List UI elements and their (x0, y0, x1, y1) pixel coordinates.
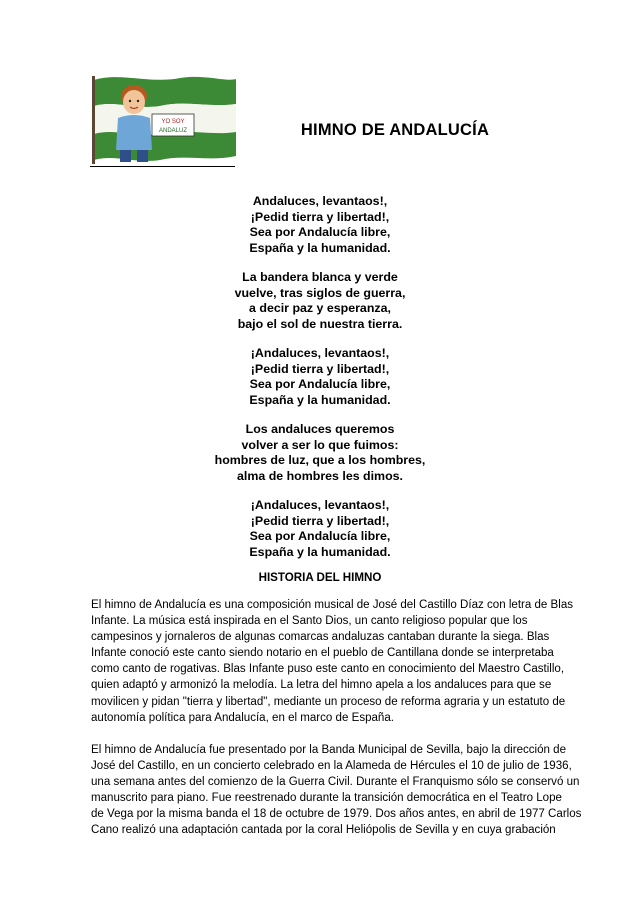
paragraph-line: El himno de Andalucía fue presentado por la Banda Municipal de Sevilla, bajo la dirección de (91, 743, 567, 756)
lyric-line: hombres de luz, que a los hombres, (214, 453, 426, 467)
paragraph-line: Cano realizó una adaptación cantada por la coral Heliópolis de Sevilla y en cuya grabación (91, 824, 556, 837)
paragraph-line: Infante. La música está inspirada en el Santo Dios, un canto religioso popular que los (91, 615, 528, 628)
history-text (91, 597, 582, 854)
lyric-line: ¡Pedid tierra y libertad!, (250, 513, 390, 528)
paragraph-line: movilicen y pidan "tierra y libertad", mediante un proceso de reforma agraria y un estatuto de (91, 695, 566, 708)
lyrics-stanza (170, 422, 470, 484)
lyric-line: volver a ser lo que fuimos: (241, 437, 399, 452)
history-paragraph (91, 742, 582, 839)
paragraph-line: José del Castillo, en un concierto celebrado en la Alameda de Hércules el 10 de julio de 1936, (91, 759, 572, 772)
lyric-line: España y la humanidad. (249, 544, 391, 559)
lyrics-stanza (170, 498, 470, 560)
paragraph-line: como canto de rogativas. Blas Infante puso este canto en conocimiento del Maestro Castillo, (91, 663, 565, 676)
lyric-line: España y la humanidad. (249, 240, 391, 255)
paragraph-line: campesinos y jornaleros de algunas comarcas andaluzas cantaban durante la siega. Blas (91, 631, 550, 644)
paragraph-line: una semana antes del comienzo de la Guerra Civil. Durante el Franquismo sólo se conservó un (91, 775, 580, 788)
sign-text-line-1: YO SOY (161, 119, 185, 125)
andalusian-flag-drawing (90, 70, 237, 165)
lyric-line: vuelve, tras siglos de guerra, (234, 285, 406, 300)
lyric-line: a decir paz y esperanza, (249, 301, 391, 315)
lyrics-stanza (170, 194, 470, 256)
history-heading: HISTORIA DEL HIMNO (258, 571, 382, 584)
lyric-line: ¡Pedid tierra y libertad!, (250, 209, 390, 224)
lyric-line: ¡Andaluces, levantaos!, (250, 346, 390, 360)
paragraph-line: autonomía política para Andalucía, en el marco de España. (91, 711, 394, 724)
lyric-line: España y la humanidad. (249, 392, 391, 407)
illustration-underline (90, 166, 235, 167)
page-title: HIMNO DE ANDALUCÍA (300, 121, 490, 139)
paragraph-line: manuscrito para piano. Fue reestrenado durante la transición democrática en el Teatro Lope (91, 792, 562, 805)
lyric-line: Sea por Andalucía libre, (249, 225, 391, 239)
lyric-line: alma de hombres les dimos. (237, 468, 403, 483)
history-paragraph (91, 597, 574, 726)
lyric-line: Andaluces, levantaos!, (252, 194, 388, 208)
lyric-line: Sea por Andalucía libre, (249, 377, 391, 391)
paragraph-line: Infante conoció este canto siendo notario en el pueblo de Cantillana donde se interpretaba (91, 647, 554, 660)
paragraph-line: de Vega por la misma banda el 18 de octubre de 1979. Dos años antes, en abril de 1977 Carlos (91, 808, 582, 821)
lyric-line: ¡Pedid tierra y libertad!, (250, 361, 390, 376)
sign-text-line-2: ANDALUZ (158, 128, 188, 134)
paragraph-line: quien adaptó y armonizó la melodía. La letra del himno apela a los andaluces para que se (91, 679, 552, 692)
lyric-line: Los andaluces queremos (245, 422, 395, 436)
lyric-line: ¡Andaluces, levantaos!, (250, 498, 390, 512)
lyrics-stanza (170, 346, 470, 408)
anthem-lyrics (170, 194, 470, 574)
lyric-line: La bandera blanca y verde (242, 270, 398, 284)
lyric-line: bajo el sol de nuestra tierra. (237, 316, 403, 331)
lyric-line: Sea por Andalucía libre, (249, 529, 391, 543)
lyrics-stanza (170, 270, 470, 332)
paragraph-line: El himno de Andalucía es una composición musical de José del Castillo Díaz con letra de Blas (91, 599, 574, 611)
